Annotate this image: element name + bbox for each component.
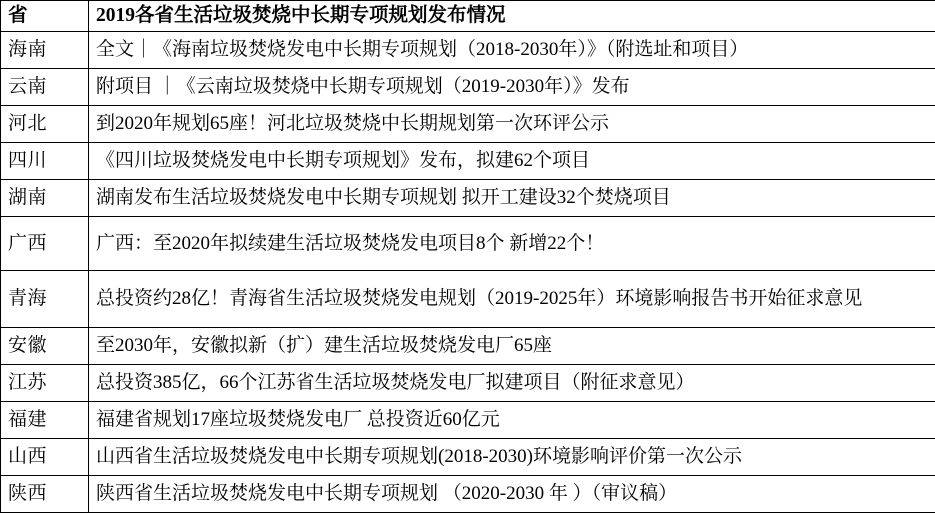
table-row — [1, 364, 935, 401]
cell-province: 广西 — [1, 216, 89, 270]
cell-description: 总投资约28亿！青海省生活垃圾焚烧发电规划（2019-2025年）环境影响报告书开始征求意见 — [89, 270, 935, 327]
column-header-province: 省 — [1, 1, 89, 32]
cell-province: 四川 — [1, 142, 89, 179]
cell-province: 山西 — [1, 438, 89, 475]
cell-province: 安徽 — [1, 327, 89, 364]
cell-description: 福建省规划17座垃圾焚烧发电厂 总投资近60亿元 — [89, 401, 935, 438]
cell-description: 到2020年规划65座！河北垃圾焚烧中长期规划第一次环评公示 — [89, 105, 935, 142]
table-row — [1, 438, 935, 475]
cell-description: 山西省生活垃圾焚烧发电中长期专项规划(2018-2030)环境影响评价第一次公示 — [89, 438, 935, 475]
table-row — [1, 31, 935, 68]
table-row — [1, 475, 935, 512]
cell-description: 附项目 ｜《云南垃圾焚烧中长期专项规划（2019-2030年）》发布 — [89, 68, 935, 105]
table-row — [1, 142, 935, 179]
table-row — [1, 68, 935, 105]
cell-description: 全文｜《海南垃圾焚烧发电中长期专项规划（2018-2030年）》（附选址和项目） — [89, 31, 935, 68]
cell-description: 陕西省生活垃圾焚烧发电中长期专项规划 （2020-2030 年 ）（审议稿） — [89, 475, 935, 512]
cell-province: 云南 — [1, 68, 89, 105]
table-row — [1, 179, 935, 216]
cell-description: 湖南发布生活垃圾焚烧发电中长期专项规划 拟开工建设32个焚烧项目 — [89, 179, 935, 216]
table-row — [1, 401, 935, 438]
cell-province: 河北 — [1, 105, 89, 142]
cell-description: 至2030年，安徽拟新（扩）建生活垃圾焚烧发电厂65座 — [89, 327, 935, 364]
cell-province: 海南 — [1, 31, 89, 68]
cell-province: 陕西 — [1, 475, 89, 512]
cell-province: 湖南 — [1, 179, 89, 216]
cell-province: 福建 — [1, 401, 89, 438]
cell-description: 总投资385亿，66个江苏省生活垃圾焚烧发电厂拟建项目（附征求意见） — [89, 364, 935, 401]
table-row — [1, 327, 935, 364]
table-row — [1, 105, 935, 142]
cell-description: 《四川垃圾焚烧发电中长期专项规划》发布，拟建62个项目 — [89, 142, 935, 179]
cell-province: 江苏 — [1, 364, 89, 401]
cell-description: 广西：至2020年拟续建生活垃圾焚烧发电项目8个 新增22个！ — [89, 216, 935, 270]
column-header-description: 2019各省生活垃圾焚烧中长期专项规划发布情况 — [89, 1, 935, 32]
table-row — [1, 216, 935, 270]
table-header-row — [1, 1, 935, 32]
table-row — [1, 270, 935, 327]
cell-province: 青海 — [1, 270, 89, 327]
